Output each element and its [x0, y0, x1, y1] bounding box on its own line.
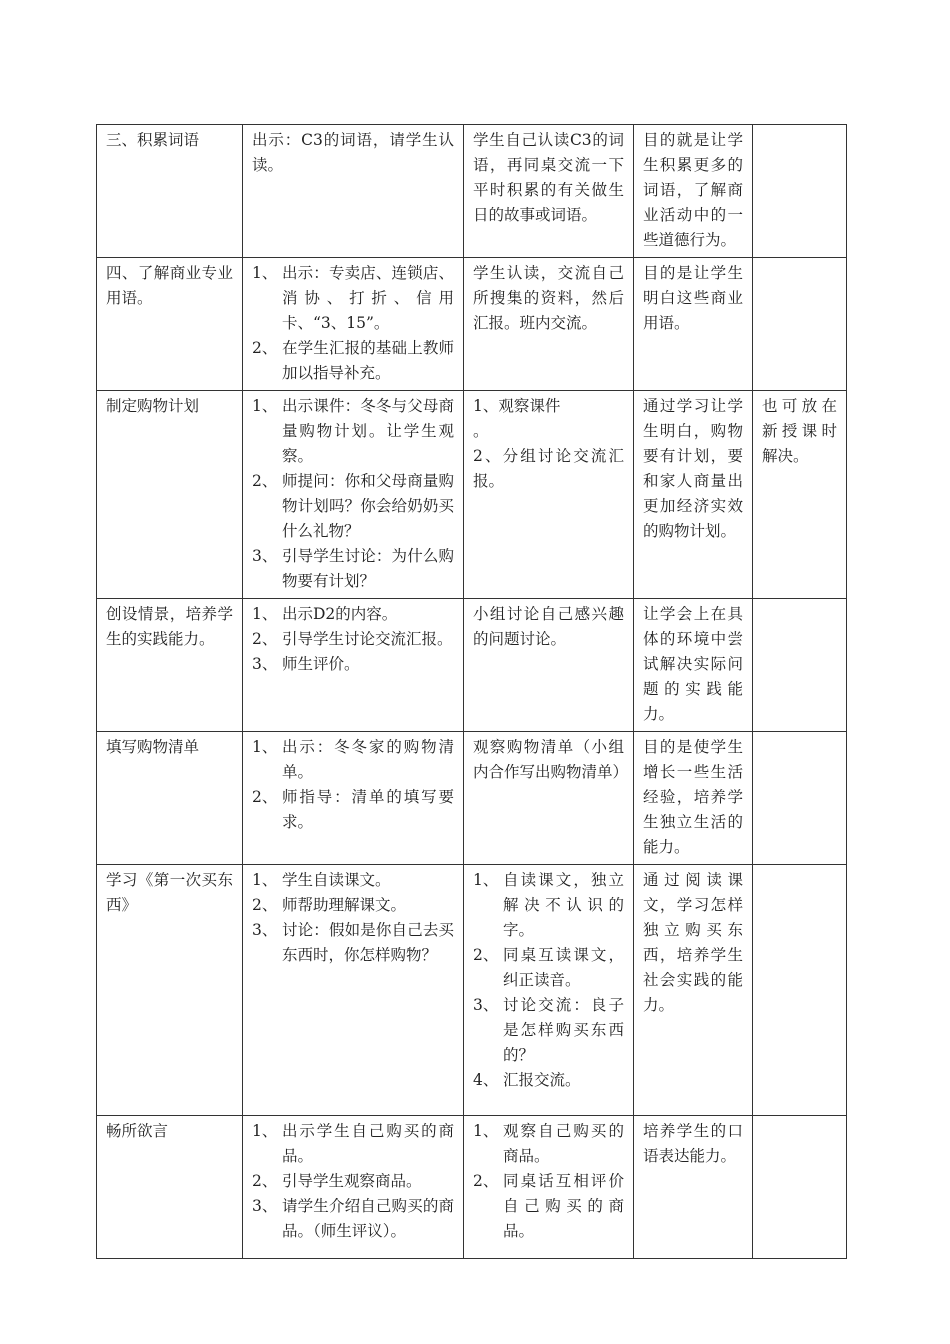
student-activity-cell: 观察购物清单（小组内合作写出购物清单）: [464, 732, 634, 865]
step-cell: 创设情景，培养学生的实践能力。: [97, 599, 243, 732]
student-activity-list: [473, 1119, 624, 1244]
list-item: 3、 引导学生讨论：为什么购物要有计划？: [252, 547, 454, 590]
list-item: 3、 讨论：假如是你自己去买东西时，你怎样购物？: [252, 921, 454, 964]
student-activity-line: 2、分组讨论交流汇报。: [473, 447, 624, 490]
list-item: 1、 出示：冬冬家的购物清单。: [252, 738, 454, 781]
student-activity-cell: 小组讨论自己感兴趣的问题讨论。: [464, 599, 634, 732]
purpose-cell: 目的是让学生明白这些商业用语。: [634, 258, 753, 391]
student-activity-line: 。: [473, 422, 489, 440]
table-row: [97, 258, 847, 391]
list-item: 2、 师帮助理解课文。: [252, 896, 407, 914]
list-item: 1、 出示：专卖店、连锁店、消协、打折、信用卡、“3、15”。: [252, 264, 454, 332]
teacher-activity-cell: [243, 391, 464, 599]
table-row: [97, 865, 847, 1116]
note-cell: [753, 258, 847, 391]
purpose-cell: 目的就是让学生积累更多的词语，了解商业活动中的一些道德行为。: [634, 125, 753, 258]
list-item: 1、 自读课文，独立解决不认识的字。: [473, 871, 624, 939]
list-item: 1、 出示课件：冬冬与父母商量购物计划。让学生观察。: [252, 397, 454, 465]
table-row: [97, 125, 847, 258]
student-activity-list: [473, 868, 624, 1093]
step-cell: 畅所欲言: [97, 1116, 243, 1259]
list-item: 4、 汇报交流。: [473, 1071, 581, 1089]
purpose-cell: 让学会上在具体的环境中尝试解决实际问题的实践能力。: [634, 599, 753, 732]
teacher-activity-cell: [243, 732, 464, 865]
table-row: [97, 599, 847, 732]
purpose-cell: 培养学生的口语表达能力。: [634, 1116, 753, 1259]
note-cell: [753, 732, 847, 865]
list-item: 1、 观察自己购买的商品。: [473, 1122, 624, 1165]
step-cell: 制定购物计划: [97, 391, 243, 599]
student-activity-cell: 学生自己认读C3的词语，再同桌交流一下平时积累的有关做生日的故事或词语。: [464, 125, 634, 258]
table-row: [97, 732, 847, 865]
list-item: 2、 同桌互读课文，纠正读音。: [473, 946, 624, 989]
list-item: 3、 讨论交流：良子是怎样购买东西的？: [473, 996, 624, 1064]
list-item: 2、 引导学生观察商品。: [252, 1172, 422, 1190]
lesson-plan-table: [96, 124, 847, 1259]
list-item: 1、 学生自读课文。: [252, 871, 391, 889]
teacher-activity-list: [252, 868, 454, 968]
student-activity-cell: 学生认读，交流自己所搜集的资料，然后汇报。班内交流。: [464, 258, 634, 391]
teacher-activity-list: [252, 602, 454, 677]
note-cell: 也可放在新授课时解决。: [753, 391, 847, 599]
step-cell: 填写购物清单: [97, 732, 243, 865]
student-activity-line: 1、观察课件: [473, 397, 561, 415]
list-item: 2、 师提问：你和父母商量购物计划吗？你会给奶奶买什么礼物？: [252, 472, 454, 540]
list-item: 3、 师生评价。: [252, 655, 360, 673]
purpose-cell: 目的是使学生增长一些生活经验，培养学生独立生活的能力。: [634, 732, 753, 865]
table-row: [97, 1116, 847, 1259]
step-cell: 三、积累词语: [97, 125, 243, 258]
teacher-activity-list: [252, 1119, 454, 1244]
teacher-activity-list: [252, 261, 454, 386]
student-activity-cell: [464, 1116, 634, 1259]
list-item: 3、 请学生介绍自己购买的商品。（师生评议）。: [252, 1197, 454, 1240]
step-cell: 学习《第一次买东西》: [97, 865, 243, 1116]
note-cell: [753, 865, 847, 1116]
teacher-activity-cell: [243, 1116, 464, 1259]
list-item: 2、 同桌话互相评价自己购买的商品。: [473, 1172, 624, 1240]
purpose-cell: 通过阅读课文，学习怎样独立购买东西，培养学生社会实践的能力。: [634, 865, 753, 1116]
table-row: [97, 391, 847, 599]
teacher-activity-cell: [243, 599, 464, 732]
list-item: 2、 师指导：清单的填写要求。: [252, 788, 454, 831]
student-activity-cell: [464, 391, 634, 599]
teacher-activity-cell: 出示：C3的词语，请学生认读。: [243, 125, 464, 258]
list-item: 2、 引导学生讨论交流汇报。: [252, 630, 453, 648]
teacher-activity-cell: [243, 258, 464, 391]
teacher-activity-list: [252, 735, 454, 835]
purpose-cell: 通过学习让学生明白，购物要有计划，要和家人商量出更加经济实效的购物计划。: [634, 391, 753, 599]
list-item: 1、 出示D2的内容。: [252, 605, 398, 623]
note-cell: [753, 1116, 847, 1259]
list-item: 1、 出示学生自己购买的商品。: [252, 1122, 454, 1165]
student-activity-cell: [464, 865, 634, 1116]
teacher-activity-list: [252, 394, 454, 594]
note-cell: [753, 599, 847, 732]
teacher-activity-cell: [243, 865, 464, 1116]
step-cell: 四、了解商业专业用语。: [97, 258, 243, 391]
list-item: 2、 在学生汇报的基础上教师加以指导补充。: [252, 339, 454, 382]
note-cell: [753, 125, 847, 258]
